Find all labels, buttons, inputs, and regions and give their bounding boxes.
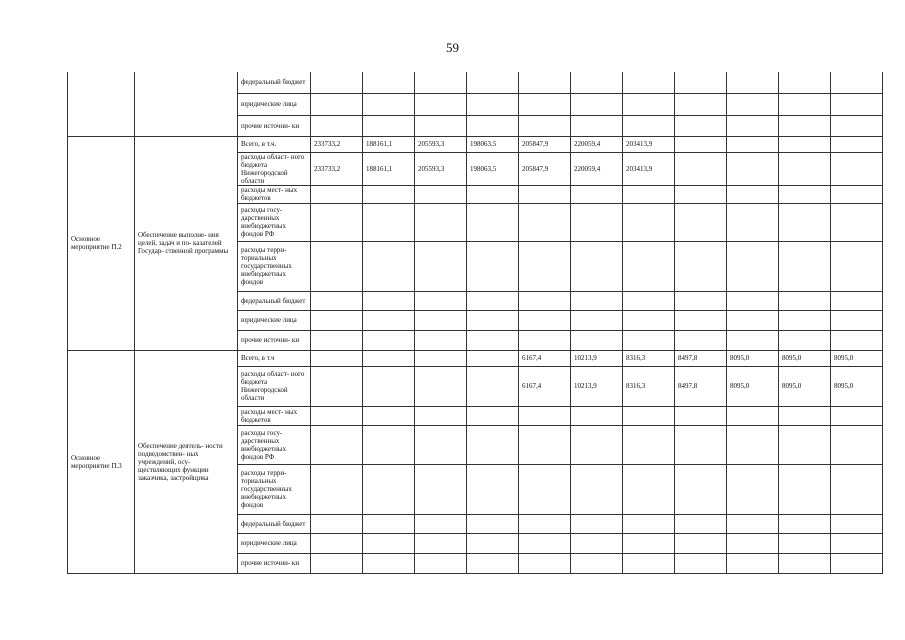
- year-value-cell: [467, 72, 519, 93]
- funding-source-cell: расходы госу- дарственных внебюджетных фондов РФ: [238, 203, 311, 241]
- year-value-cell: 6167,4: [519, 366, 571, 406]
- year-value-cell: [415, 406, 467, 425]
- year-value-cell: [311, 72, 363, 93]
- budget-table: [67, 72, 883, 574]
- year-value-cell: [363, 330, 415, 350]
- year-value-cell: [675, 310, 727, 330]
- year-value-cell: [779, 553, 831, 573]
- year-value-cell: 8095,0: [831, 366, 883, 406]
- year-value-cell: [779, 241, 831, 291]
- year-value-cell: [623, 533, 675, 553]
- year-value-cell: [571, 185, 623, 203]
- year-value-cell: [571, 425, 623, 464]
- year-value-cell: [831, 203, 883, 241]
- year-value-cell: 10213,9: [571, 350, 623, 366]
- year-value-cell: [831, 152, 883, 185]
- year-value-cell: [779, 203, 831, 241]
- year-value-cell: [779, 464, 831, 514]
- year-value-cell: [675, 425, 727, 464]
- year-value-cell: [363, 533, 415, 553]
- funding-source-cell: расходы мест- ных бюджетов: [238, 406, 311, 425]
- year-value-cell: [727, 291, 779, 310]
- year-value-cell: [519, 93, 571, 115]
- year-value-cell: [779, 93, 831, 115]
- year-value-cell: [311, 310, 363, 330]
- year-value-cell: [727, 553, 779, 573]
- year-value-cell: [675, 72, 727, 93]
- year-value-cell: [779, 425, 831, 464]
- year-value-cell: [623, 241, 675, 291]
- year-value-cell: [571, 310, 623, 330]
- year-value-cell: [467, 553, 519, 573]
- year-value-cell: [623, 72, 675, 93]
- year-value-cell: [363, 350, 415, 366]
- funding-source-cell: расходы терри- ториальных государственных внебюджетных фондов: [238, 241, 311, 291]
- year-value-cell: [623, 115, 675, 136]
- year-value-cell: [571, 330, 623, 350]
- funding-source-cell: расходы госу- дарственных внебюджетных фондов РФ: [238, 425, 311, 464]
- year-value-cell: 6167,4: [519, 350, 571, 366]
- year-value-cell: [727, 115, 779, 136]
- year-value-cell: [623, 93, 675, 115]
- year-value-cell: [415, 350, 467, 366]
- year-value-cell: [415, 366, 467, 406]
- year-value-cell: [311, 203, 363, 241]
- year-value-cell: 205847,9: [519, 136, 571, 152]
- year-value-cell: [831, 425, 883, 464]
- year-value-cell: [363, 514, 415, 533]
- year-value-cell: [467, 330, 519, 350]
- year-value-cell: [623, 310, 675, 330]
- measure-description-cell: Обеспечение деятель- ности подведомствен- ных учреждений, осу- ществляющих функции заказчика, застройщика: [135, 350, 238, 573]
- year-value-cell: [519, 115, 571, 136]
- year-value-cell: [571, 241, 623, 291]
- year-value-cell: [779, 136, 831, 152]
- year-value-cell: [727, 152, 779, 185]
- year-value-cell: [415, 330, 467, 350]
- year-value-cell: [363, 310, 415, 330]
- funding-source-cell: расходы област- ного бюджета Нижегородской области: [238, 152, 311, 185]
- year-value-cell: [727, 72, 779, 93]
- year-value-cell: [311, 115, 363, 136]
- year-value-cell: [519, 241, 571, 291]
- funding-source-cell: расходы област- ного бюджета Нижегородской области: [238, 366, 311, 406]
- funding-source-cell: юридические лица: [238, 533, 311, 553]
- year-value-cell: [467, 425, 519, 464]
- year-value-cell: [623, 406, 675, 425]
- year-value-cell: [623, 203, 675, 241]
- year-value-cell: [675, 330, 727, 350]
- year-value-cell: [415, 291, 467, 310]
- funding-source-cell: Всего, в т.ч.: [238, 136, 311, 152]
- year-value-cell: [571, 72, 623, 93]
- year-value-cell: 8095,0: [727, 350, 779, 366]
- year-value-cell: [519, 310, 571, 330]
- year-value-cell: [727, 185, 779, 203]
- year-value-cell: [831, 330, 883, 350]
- funding-source-cell: прочие источни- ки: [238, 330, 311, 350]
- year-value-cell: [571, 514, 623, 533]
- year-value-cell: [623, 514, 675, 533]
- year-value-cell: [363, 406, 415, 425]
- year-value-cell: [779, 514, 831, 533]
- year-value-cell: [623, 330, 675, 350]
- year-value-cell: [519, 425, 571, 464]
- year-value-cell: [571, 203, 623, 241]
- year-value-cell: [831, 514, 883, 533]
- year-value-cell: [311, 514, 363, 533]
- year-value-cell: [623, 185, 675, 203]
- year-value-cell: [727, 514, 779, 533]
- year-value-cell: [779, 72, 831, 93]
- year-value-cell: [831, 533, 883, 553]
- year-value-cell: [779, 406, 831, 425]
- funding-source-cell: юридические лица: [238, 93, 311, 115]
- year-value-cell: [779, 533, 831, 553]
- year-value-cell: [363, 185, 415, 203]
- year-value-cell: [623, 464, 675, 514]
- year-value-cell: [519, 203, 571, 241]
- year-value-cell: [467, 241, 519, 291]
- year-value-cell: [519, 514, 571, 533]
- year-value-cell: [519, 406, 571, 425]
- year-value-cell: [311, 350, 363, 366]
- year-value-cell: [467, 115, 519, 136]
- year-value-cell: 10213,9: [571, 366, 623, 406]
- year-value-cell: [311, 241, 363, 291]
- year-value-cell: [415, 72, 467, 93]
- year-value-cell: [311, 330, 363, 350]
- year-value-cell: [779, 115, 831, 136]
- year-value-cell: [519, 464, 571, 514]
- year-value-cell: 205593,3: [415, 152, 467, 185]
- year-value-cell: [415, 514, 467, 533]
- table-row: [68, 72, 883, 93]
- year-value-cell: [363, 93, 415, 115]
- year-value-cell: [467, 203, 519, 241]
- year-value-cell: [727, 464, 779, 514]
- year-value-cell: [831, 93, 883, 115]
- year-value-cell: [311, 425, 363, 464]
- measure-name-cell: [68, 72, 135, 136]
- year-value-cell: [467, 464, 519, 514]
- year-value-cell: [415, 115, 467, 136]
- year-value-cell: [675, 115, 727, 136]
- table-row: [68, 136, 883, 152]
- year-value-cell: 220059,4: [571, 136, 623, 152]
- year-value-cell: [311, 464, 363, 514]
- year-value-cell: [571, 93, 623, 115]
- year-value-cell: [519, 533, 571, 553]
- year-value-cell: [779, 330, 831, 350]
- year-value-cell: 8316,3: [623, 366, 675, 406]
- year-value-cell: [727, 330, 779, 350]
- year-value-cell: [519, 330, 571, 350]
- year-value-cell: [831, 553, 883, 573]
- year-value-cell: [311, 533, 363, 553]
- year-value-cell: [415, 425, 467, 464]
- funding-source-cell: расходы мест- ных бюджетов: [238, 185, 311, 203]
- year-value-cell: [467, 310, 519, 330]
- year-value-cell: [571, 553, 623, 573]
- year-value-cell: [467, 406, 519, 425]
- year-value-cell: [779, 310, 831, 330]
- year-value-cell: [779, 185, 831, 203]
- year-value-cell: [675, 93, 727, 115]
- year-value-cell: [571, 464, 623, 514]
- year-value-cell: [727, 241, 779, 291]
- year-value-cell: [675, 291, 727, 310]
- year-value-cell: [363, 241, 415, 291]
- year-value-cell: [675, 136, 727, 152]
- year-value-cell: 203413,9: [623, 152, 675, 185]
- year-value-cell: [571, 406, 623, 425]
- year-value-cell: [467, 291, 519, 310]
- year-value-cell: [519, 185, 571, 203]
- year-value-cell: [727, 203, 779, 241]
- year-value-cell: [363, 72, 415, 93]
- year-value-cell: [467, 366, 519, 406]
- year-value-cell: [311, 291, 363, 310]
- year-value-cell: 188161,1: [363, 152, 415, 185]
- year-value-cell: 233733,2: [311, 152, 363, 185]
- year-value-cell: [831, 464, 883, 514]
- year-value-cell: [415, 464, 467, 514]
- year-value-cell: [831, 310, 883, 330]
- year-value-cell: [467, 93, 519, 115]
- year-value-cell: 8095,0: [831, 350, 883, 366]
- funding-source-cell: прочие источни- ки: [238, 115, 311, 136]
- year-value-cell: [519, 72, 571, 93]
- year-value-cell: [467, 533, 519, 553]
- year-value-cell: [415, 185, 467, 203]
- year-value-cell: [363, 464, 415, 514]
- year-value-cell: [623, 291, 675, 310]
- year-value-cell: [623, 425, 675, 464]
- measure-name-cell: Основное мероприятие П.2: [68, 136, 135, 350]
- year-value-cell: [311, 185, 363, 203]
- budget-table-body: [68, 72, 883, 573]
- year-value-cell: [831, 115, 883, 136]
- year-value-cell: [415, 93, 467, 115]
- year-value-cell: [467, 350, 519, 366]
- year-value-cell: [727, 93, 779, 115]
- year-value-cell: [467, 514, 519, 533]
- year-value-cell: [675, 185, 727, 203]
- year-value-cell: [727, 310, 779, 330]
- year-value-cell: [363, 366, 415, 406]
- year-value-cell: [779, 152, 831, 185]
- year-value-cell: [727, 533, 779, 553]
- year-value-cell: [831, 406, 883, 425]
- measure-name-cell: Основное мероприятие П.3: [68, 350, 135, 573]
- year-value-cell: [675, 464, 727, 514]
- year-value-cell: [363, 425, 415, 464]
- year-value-cell: [675, 152, 727, 185]
- year-value-cell: [519, 553, 571, 573]
- year-value-cell: 8497,8: [675, 366, 727, 406]
- year-value-cell: [831, 72, 883, 93]
- funding-source-cell: федеральный бюджет: [238, 514, 311, 533]
- measure-description-cell: Обеспечение выполне- ния целей, задач и по- казателей Государ- ственной программы: [135, 136, 238, 350]
- year-value-cell: [363, 203, 415, 241]
- year-value-cell: 205593,3: [415, 136, 467, 152]
- year-value-cell: 198063,5: [467, 136, 519, 152]
- year-value-cell: [311, 406, 363, 425]
- year-value-cell: 8095,0: [779, 366, 831, 406]
- year-value-cell: [831, 291, 883, 310]
- funding-source-cell: федеральный бюджет: [238, 72, 311, 93]
- year-value-cell: 8497,8: [675, 350, 727, 366]
- year-value-cell: [363, 553, 415, 573]
- year-value-cell: [727, 136, 779, 152]
- year-value-cell: [519, 291, 571, 310]
- year-value-cell: [727, 406, 779, 425]
- funding-source-cell: Всего, в т.ч: [238, 350, 311, 366]
- year-value-cell: [415, 533, 467, 553]
- table-row: [68, 350, 883, 366]
- year-value-cell: 220059,4: [571, 152, 623, 185]
- year-value-cell: [831, 241, 883, 291]
- year-value-cell: [311, 93, 363, 115]
- year-value-cell: 203413,9: [623, 136, 675, 152]
- year-value-cell: [675, 241, 727, 291]
- year-value-cell: [727, 425, 779, 464]
- funding-source-cell: федеральный бюджет: [238, 291, 311, 310]
- year-value-cell: 8095,0: [779, 350, 831, 366]
- year-value-cell: [779, 291, 831, 310]
- year-value-cell: [571, 533, 623, 553]
- year-value-cell: [623, 553, 675, 573]
- year-value-cell: [675, 406, 727, 425]
- year-value-cell: 198063,5: [467, 152, 519, 185]
- year-value-cell: [311, 366, 363, 406]
- year-value-cell: [831, 136, 883, 152]
- measure-description-cell: [135, 72, 238, 136]
- funding-source-cell: прочие источни- ки: [238, 553, 311, 573]
- year-value-cell: [415, 553, 467, 573]
- funding-source-cell: юридические лица: [238, 310, 311, 330]
- year-value-cell: [363, 291, 415, 310]
- page-number: 59: [446, 40, 459, 55]
- year-value-cell: 188161,1: [363, 136, 415, 152]
- year-value-cell: [467, 185, 519, 203]
- year-value-cell: [571, 291, 623, 310]
- year-value-cell: 8095,0: [727, 366, 779, 406]
- funding-source-cell: расходы терри- ториальных государственных внебюджетных фондов: [238, 464, 311, 514]
- year-value-cell: [831, 185, 883, 203]
- year-value-cell: [311, 553, 363, 573]
- year-value-cell: [675, 514, 727, 533]
- year-value-cell: [675, 203, 727, 241]
- year-value-cell: [675, 533, 727, 553]
- year-value-cell: 8316,3: [623, 350, 675, 366]
- year-value-cell: [415, 203, 467, 241]
- year-value-cell: 205847,9: [519, 152, 571, 185]
- year-value-cell: [675, 553, 727, 573]
- year-value-cell: 233733,2: [311, 136, 363, 152]
- year-value-cell: [415, 241, 467, 291]
- year-value-cell: [415, 310, 467, 330]
- year-value-cell: [571, 115, 623, 136]
- year-value-cell: [363, 115, 415, 136]
